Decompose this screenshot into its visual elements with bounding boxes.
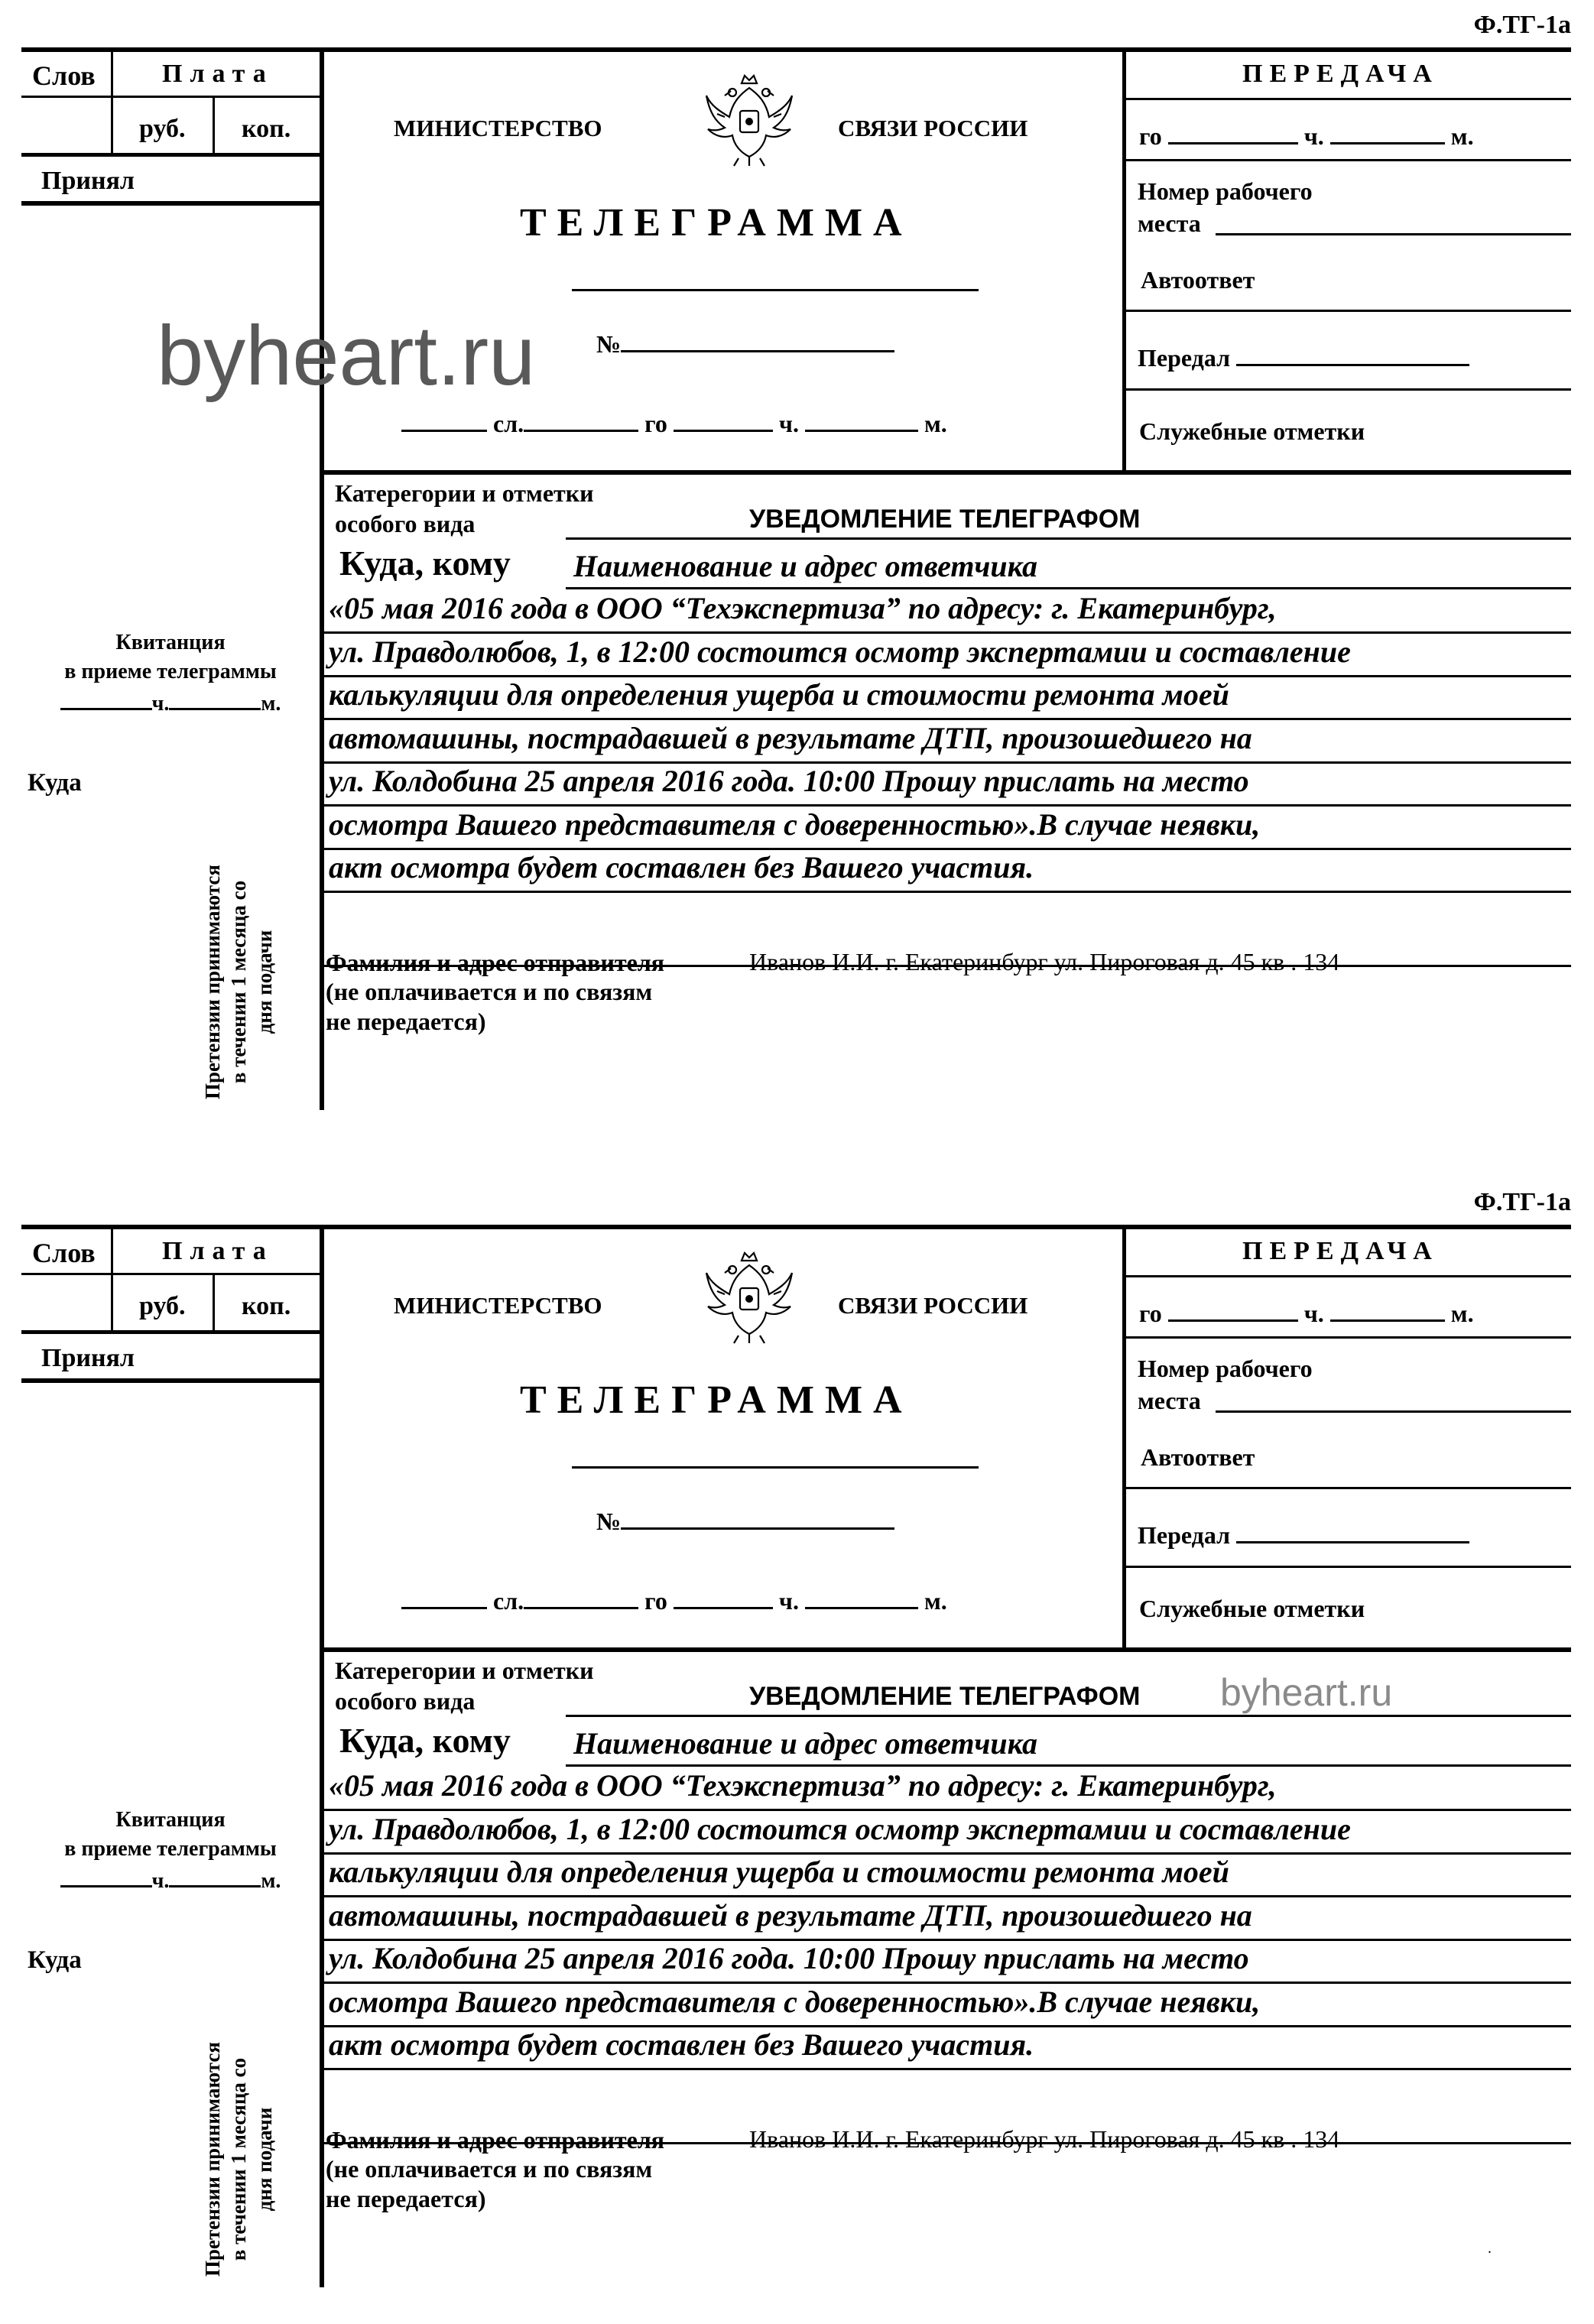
message-line: осмотра Вашего представителя с доверенностью».В случае неявки,: [329, 1984, 1261, 2019]
message-line: осмотра Вашего представителя с доверенностью».В случае неявки,: [329, 807, 1261, 842]
peredacha-label: ПЕРЕДАЧА: [1242, 1237, 1439, 1265]
service-notes-label: Служебные отметки: [1139, 417, 1365, 445]
workplace-label: Номер рабочего места: [1138, 1355, 1313, 1414]
coat-of-arms-emblem: [702, 1250, 797, 1346]
to-label: Куда, кому: [339, 544, 511, 583]
message-line: ул. Правдолюбов, 1, в 12:00 состоится осмотр экспертамии и составление: [329, 634, 1351, 669]
receipt-block: Квитанция в приеме телеграммы ч. м.: [21, 628, 320, 718]
kuda-left-label: Куда: [28, 1946, 82, 1974]
telegram-title: ТЕЛЕГРАММА: [520, 201, 913, 245]
telegram-form-2: [0, 1177, 1594, 2324]
message-line: «05 мая 2016 года в ООО “Техэкспертиза” по адресу: г. Екатеринбург,: [329, 1768, 1277, 1803]
ministry-right: СВЯЗИ РОССИИ: [838, 115, 1028, 141]
message-line: ул. Колдобина 25 апреля 2016 года. 10:00 Прошу прислать на место: [329, 1941, 1249, 1975]
ministry-right: СВЯЗИ РОССИИ: [838, 1292, 1028, 1319]
coat-of-arms-emblem: [702, 73, 797, 169]
sender-label: Фамилия и адрес отправителя (не оплачивается и по связям не передается): [326, 949, 665, 1035]
message-line: «05 мая 2016 года в ООО “Техэкспертиза” по адресу: г. Екатеринбург,: [329, 591, 1277, 625]
telegram-form-1: [0, 0, 1594, 1147]
categories-label: Катерегории и отметки особого вида: [335, 479, 594, 537]
peredal-field: Передал: [1138, 342, 1469, 372]
workplace-label: Номер рабочего места: [1138, 177, 1313, 237]
slov-label: Слов: [32, 1238, 96, 1268]
transmission-time: го ч. м.: [1139, 122, 1474, 150]
prinyal-label: Принял: [41, 1344, 135, 1372]
message-line: автомашины, пострадавшей в результате ДТП, произошедшего на: [329, 720, 1252, 755]
message-line: калькуляции для определения ущерба и стоимости ремонта моей: [329, 677, 1229, 712]
message-line: автомашины, пострадавшей в результате ДТП, произошедшего на: [329, 1897, 1252, 1933]
ministry-left: МИНИСТЕРСТВО: [394, 115, 602, 141]
receipt-block: Квитанция в приеме телеграммы ч. м.: [21, 1806, 320, 1895]
kop-label: коп.: [242, 115, 291, 143]
recipient-address: Наименование и адрес ответчика: [573, 1726, 1037, 1761]
plata-label: Плата: [162, 60, 274, 88]
form-code: Ф.ТГ-1а: [1473, 11, 1571, 39]
number-field: №: [596, 1506, 894, 1536]
time-fields: сл. го ч. м.: [401, 1586, 947, 1615]
ministry-left: МИНИСТЕРСТВО: [394, 1292, 602, 1319]
notice-category: УВЕДОМЛЕНИЕ ТЕЛЕГРАФОМ: [749, 1682, 1141, 1711]
message-line: акт осмотра будет составлен без Вашего участия.: [329, 850, 1034, 884]
sender-value: Иванов И.И. г. Екатеринбург ул. Пироговая д. 45 кв . 134: [749, 948, 1340, 975]
autoanswer-label: Автоответ: [1141, 266, 1255, 294]
time-fields: сл. го ч. м.: [401, 408, 947, 438]
kuda-left-label: Куда: [28, 769, 82, 797]
watermark-2: byheart.ru: [1220, 1671, 1393, 1714]
sender-value: Иванов И.И. г. Екатеринбург ул. Пироговая д. 45 кв . 134: [749, 2125, 1340, 2153]
recipient-address: Наименование и адрес ответчика: [573, 549, 1037, 583]
rub-label: руб.: [139, 1292, 186, 1320]
telegram-title: ТЕЛЕГРАММА: [520, 1378, 913, 1422]
message-line-rule: [324, 891, 1571, 893]
kop-label: коп.: [242, 1292, 291, 1320]
notice-category: УВЕДОМЛЕНИЕ ТЕЛЕГРАФОМ: [749, 505, 1141, 534]
peredal-field: Передал: [1138, 1520, 1469, 1550]
message-line: ул. Колдобина 25 апреля 2016 года. 10:00 Прошу прислать на место: [329, 764, 1249, 798]
message-line-rule: [324, 2068, 1571, 2070]
peredacha-label: ПЕРЕДАЧА: [1242, 60, 1439, 88]
rub-label: руб.: [139, 115, 186, 143]
claims-note: Претензии принимаются в течении 1 месяца со дня подачи: [201, 865, 276, 1099]
transmission-time: го ч. м.: [1139, 1300, 1474, 1327]
message-line: ул. Правдолюбов, 1, в 12:00 состоится осмотр экспертамии и составление: [329, 1811, 1351, 1846]
number-field: №: [596, 329, 894, 359]
stray-dot: .: [1488, 2240, 1492, 2257]
watermark-1: byheart.ru: [157, 309, 536, 403]
prinyal-label: Принял: [41, 167, 135, 195]
form-code: Ф.ТГ-1а: [1473, 1188, 1571, 1216]
message-line: акт осмотра будет составлен без Вашего участия.: [329, 2027, 1034, 2062]
autoanswer-label: Автоответ: [1141, 1443, 1255, 1471]
claims-note: Претензии принимаются в течении 1 месяца со дня подачи: [201, 2042, 276, 2277]
to-label: Куда, кому: [339, 1721, 511, 1760]
plata-label: Плата: [162, 1237, 274, 1265]
categories-label: Катерегории и отметки особого вида: [335, 1657, 594, 1715]
slov-label: Слов: [32, 60, 96, 91]
sender-label: Фамилия и адрес отправителя (не оплачивается и по связям не передается): [326, 2126, 665, 2212]
message-line: калькуляции для определения ущерба и стоимости ремонта моей: [329, 1855, 1229, 1889]
service-notes-label: Служебные отметки: [1139, 1595, 1365, 1622]
